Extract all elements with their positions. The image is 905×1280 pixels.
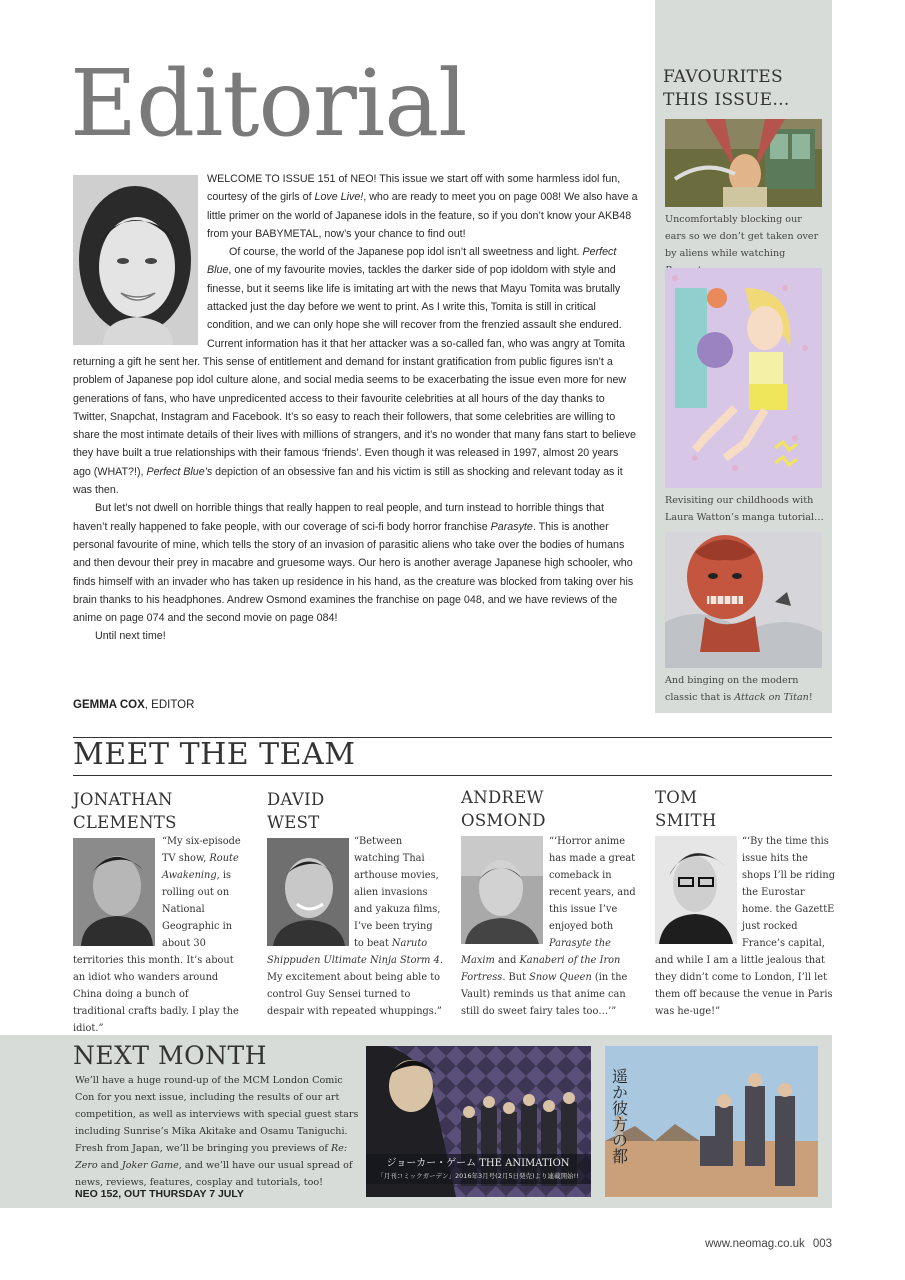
editorial-title: Editorial: [70, 50, 467, 157]
joker-game-poster: [366, 1046, 591, 1197]
member-quote: [461, 833, 637, 1020]
site-url[interactable]: www.neomag.co.uk: [705, 1238, 805, 1250]
editorial-body: [73, 170, 639, 646]
member-quote-text: “My six-episode TV show, Route Awakening, is rolling out on National Geographic in about 30 territories this month. It’s about an idiot who wanders around China doing a bunch of traditional crafts badly. I play the idiot.”: [73, 836, 241, 1034]
next-month-body: We’ll have a huge round-up of the MCM London Comic Con for you next issue, including the results of our art competition, as well as interviews with special guest stars including Sunrise’s Mika Akitake and Osamu Taniguchi. Fresh from Japan, we’ll be bringing you previews of Re: Zero and Joker Game, and we’ll have our usual spread of news, reviews, features, cosplay and tutorials, too!: [75, 1075, 359, 1188]
favourites-title-line2: THIS ISSUE…: [663, 90, 790, 110]
next-issue-date: NEO 152, OUT THURSDAY 7 JULY: [75, 1188, 244, 1200]
favourite-caption: Revisiting our childhoods with Laura Watton’s manga tutorial…: [665, 495, 824, 523]
member-name: [655, 786, 717, 832]
member-name: [267, 788, 325, 834]
manga-tutorial-image: [665, 268, 822, 488]
member-first-name: TOM: [655, 788, 698, 807]
parasyte-image: [665, 119, 822, 207]
page-footer: [705, 1238, 832, 1250]
editorial-paragraph: WELCOME TO ISSUE 151 of NEO! This issue we start off with some harmless idol fun, courtesy of the girls of Love Live!, who are ready to meet you on page 008! We also have a little primer on the world of Japanese idols in the feature, so if you don’t know your AKB48 from your BABYMETAL, now’s your chance to find out!: [207, 173, 638, 240]
team-bottom-rule: [73, 775, 832, 776]
favourites-title: [663, 66, 823, 112]
poster-subtitle: 「月刊コミックガーデン」2016年3月号(2月5日発売)より連載開始!!: [377, 1172, 579, 1180]
member-quote-text: “‘Horror anime has made a great comeback in recent years, and this issue I’ve enjoyed both Parasyte the Maxim and Kanaberi of the Iron Fortress. But Snow Queen (in the Vault) reminds us that anime can still do sweet fairy tales too…’”: [461, 836, 636, 1017]
member-last-name: CLEMENTS: [73, 813, 177, 832]
member-quote-text: “Between watching Thai arthouse movies, alien invasions and yakuza films, I’ve been trying to beat Naruto Shippuden Ultimate Ninja Storm 4. My excitement about being able to control Guy Sensei turned to despair with repeated whuppings.”: [267, 836, 443, 1017]
meet-the-team-heading: MEET THE TEAM: [73, 737, 356, 772]
member-name: [461, 786, 546, 832]
editorial-paragraph: Of course, the world of the Japanese pop idol isn’t all sweetness and light. Perfect Blue, one of my favourite movies, tackles the darker side of pop idoldom with style and finesse, but it seems like life is imitating art with the news that Mayu Tomita was brutally attacked just the day before we went to print. As I write this, Tomita is still in critical condition, and we can only hope she will recover from the frenzied assault she endured. Current information has it that her attacker was a so-called fan, who was angry at Tomita returning a gift he sent her. This sense of entitlement and demand for instant gratification from public figures isn’t a problem of Japanese pop idol culture alone, and social media seems to be exacerbating the issue even more for new generations of fans, who have unpredicented access to their favourite celebrities at all hours of the day thanks to Twitter, Snapchat, Instagram and Facebook. It’s so easy to reach their followers, that some celebrities are willing to share the most intimate details of their lives with millions of strangers, and it’s no wonder that many fans start to believe they have built a true relationships with their famous ‘friends’. Even though it was released in 1997, almost 20 years ago (WHAT?!), Perfect Blue’s depiction of an obsessive fan and his victim is still as shocking and relevant today as it was then.: [73, 246, 636, 497]
attack-on-titan-image: [665, 532, 822, 668]
poster-calligraphy: 遥か彼方の都: [609, 1068, 629, 1164]
haruka-kanata-poster: [605, 1046, 818, 1197]
member-quote-text: “‘By the time this issue hits the shops I’ll be riding the Eurostar home. the GazettE just rocked France’s capital, and while I am a little jealous that they didn’t come to London, I’ll let them off because the venue in Paris was he-uge!”: [655, 836, 835, 1017]
favourite-caption: And binging on the modern classic that is Attack on Titan!: [665, 675, 813, 703]
favourites-title-line1: FAVOURITES: [663, 67, 783, 87]
next-month-heading: NEXT MONTH: [73, 1041, 267, 1070]
editor-role: , EDITOR: [144, 699, 195, 711]
member-last-name: OSMOND: [461, 811, 546, 830]
member-last-name: WEST: [267, 813, 320, 832]
member-first-name: ANDREW: [461, 788, 544, 807]
page-number: 003: [812, 1238, 832, 1250]
member-name: [73, 788, 177, 834]
favourite-caption: Uncomfortably blocking our ears so we don’t get taken over by aliens while watching: [665, 214, 819, 259]
editor-signoff: [73, 699, 194, 711]
member-first-name: DAVID: [267, 790, 325, 809]
editorial-paragraph: But let’s not dwell on horrible things that really happen to real people, and turn instead to horrible things that haven’t really happened to fake people, with our coverage of sci-fi body horror franchise Parasyte. This is another personal favourite of mine, which tells the story of an invasion of parasitic aliens who take over the bodies of humans and then devour their prey in macabre and gruesome ways. Our hero is another average Japanese high schooler, who finds himself with an invader who has taken up residence in his hand, as the creature was blocked from taking over his brain thanks to his headphones. Andrew Osmond examines the franchise on page 048, and we have reviews of the anime on page 074 and the second movie on page 084!: [73, 502, 634, 625]
member-quote: [73, 833, 243, 1037]
member-first-name: JONATHAN: [73, 790, 173, 809]
member-quote: [655, 833, 837, 1020]
member-quote: [267, 833, 445, 1020]
poster-title: ジョーカー・ゲーム THE ANIMATION: [386, 1158, 570, 1169]
editorial-paragraph: Until next time!: [95, 630, 166, 643]
member-last-name: SMITH: [655, 811, 717, 830]
editor-name: GEMMA COX: [73, 699, 145, 711]
